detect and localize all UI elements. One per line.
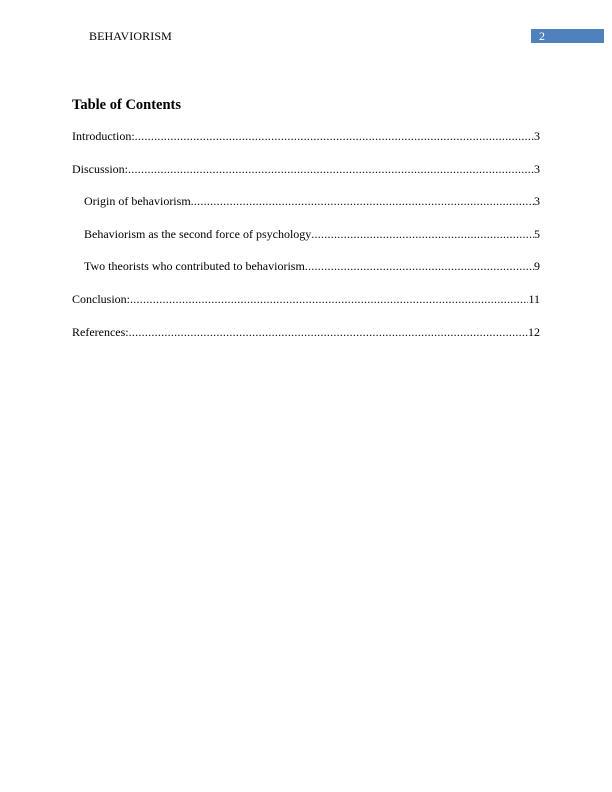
- toc-dot-leader: [135, 129, 534, 143]
- toc-entry-page: 3: [534, 194, 540, 208]
- toc-dot-leader: [128, 162, 534, 176]
- toc-entry-title: Discussion:: [72, 162, 129, 176]
- toc-entry-title: Behaviorism as the second force of psychology: [84, 227, 312, 241]
- toc-entry-page: 3: [534, 162, 540, 176]
- toc-entry-title: Introduction:: [72, 129, 135, 143]
- toc-entry-discussion[interactable]: [72, 162, 540, 176]
- toc-entry-title: Origin of behaviorism: [84, 194, 191, 208]
- toc-entry-page: 3: [534, 129, 540, 143]
- toc-entry-title: References:: [72, 325, 129, 339]
- toc-entry-title: Conclusion:: [72, 292, 131, 306]
- toc-entry-page: 5: [534, 227, 540, 241]
- toc-entry-title: Two theorists who contributed to behaviorism: [84, 259, 305, 273]
- toc-dot-leader: [191, 194, 534, 208]
- toc-entry-introduction[interactable]: [72, 129, 540, 143]
- toc-entry-origin-of-behaviorism[interactable]: [84, 194, 540, 208]
- toc-heading: Table of Contents: [72, 97, 182, 113]
- page-number-box: [531, 29, 604, 43]
- page-number: 2: [539, 29, 545, 43]
- toc-entry-references[interactable]: [72, 325, 540, 339]
- toc-dot-leader: [311, 227, 534, 241]
- toc-entry-page: 11: [528, 292, 540, 306]
- toc-entry-two-theorists[interactable]: [84, 259, 540, 273]
- toc-entry-page: 12: [528, 325, 540, 339]
- toc-dot-leader: [129, 325, 528, 339]
- toc-entry-conclusion[interactable]: [72, 292, 540, 306]
- toc-entry-page: 9: [534, 259, 540, 273]
- toc-entry-second-force[interactable]: [84, 227, 540, 241]
- toc-dot-leader: [130, 292, 528, 306]
- running-head: BEHAVIORISM: [89, 29, 172, 43]
- toc-dot-leader: [305, 259, 534, 273]
